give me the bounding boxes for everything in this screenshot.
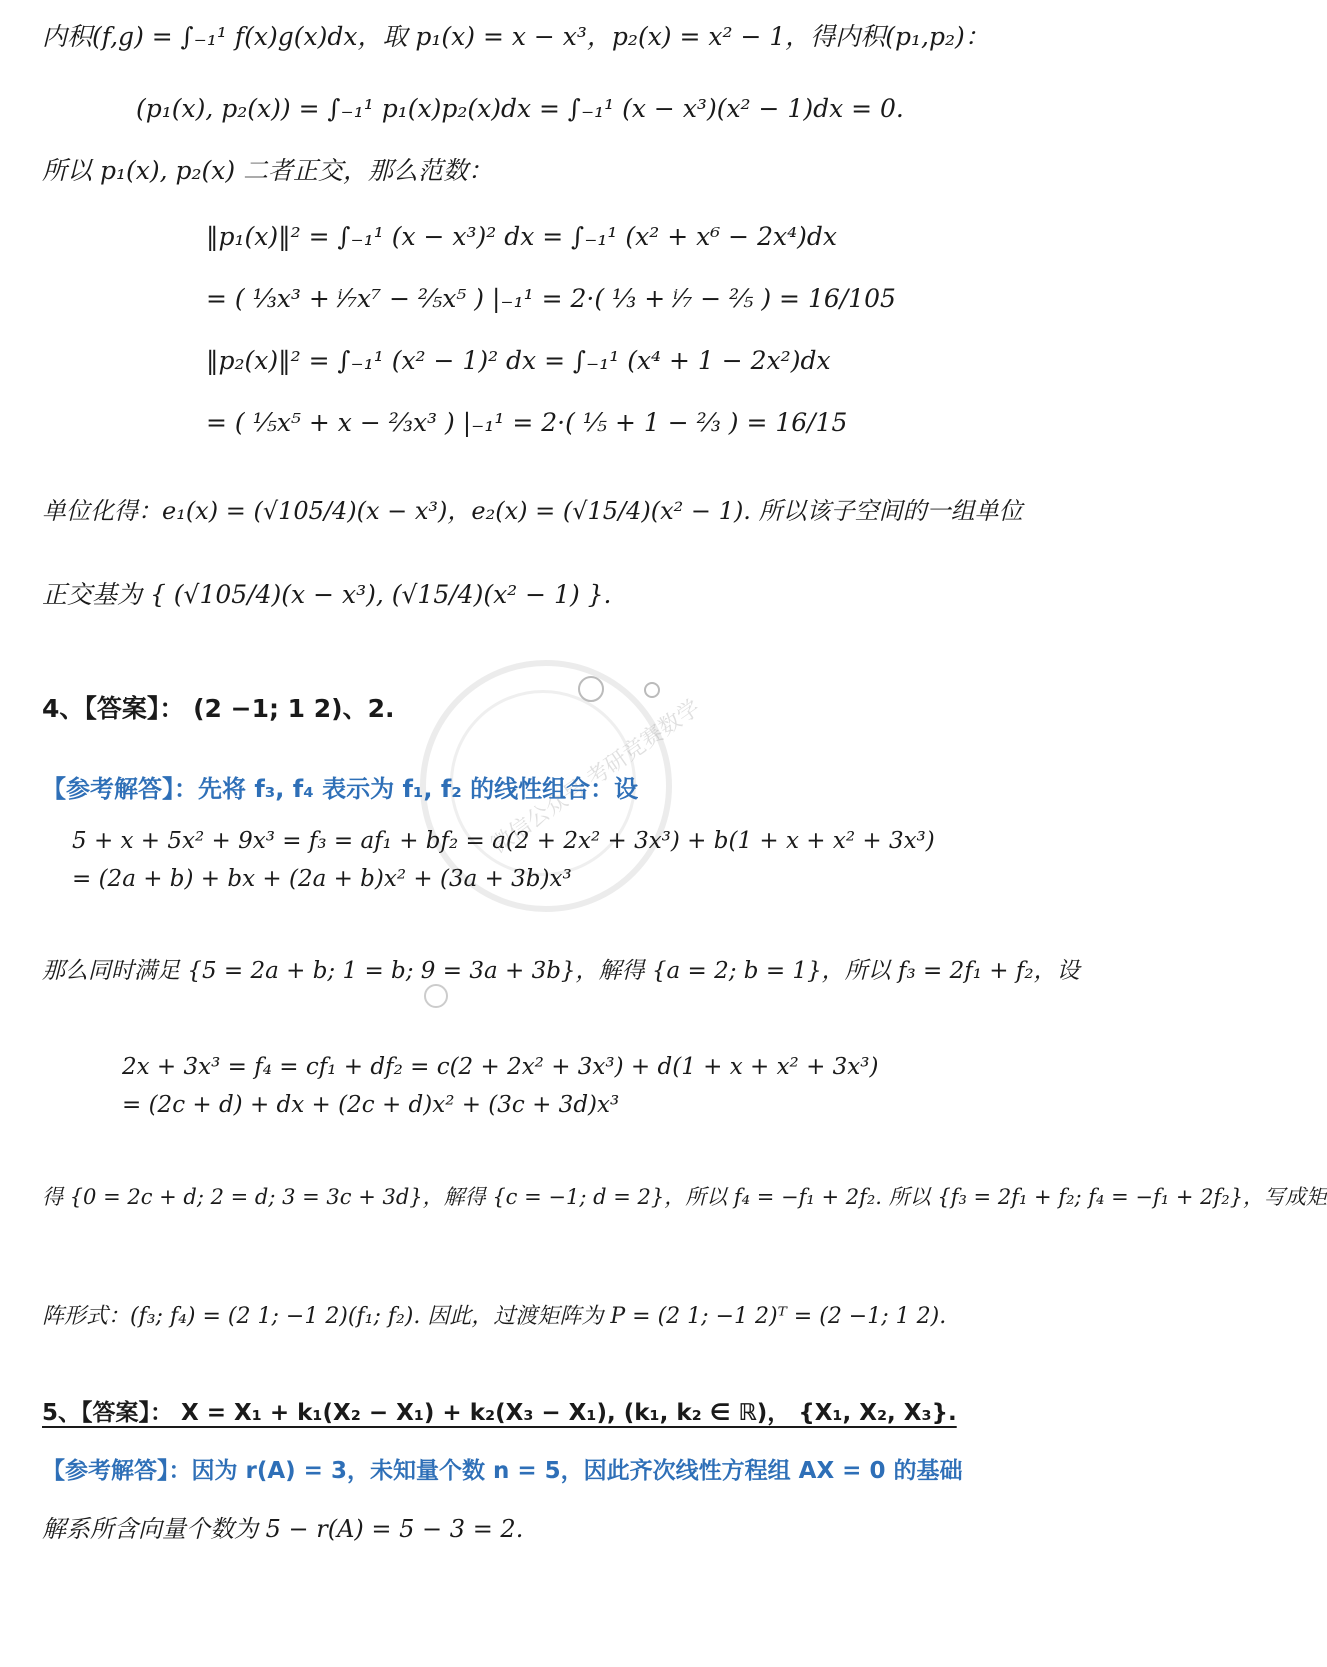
answer-4 [42, 692, 394, 726]
line-norm-p2-eval: = ( ⅕x⁵ + x − ⅔x³ ) |₋₁¹ = 2·( ⅕ + 1 − ⅔ ) = 16/15 [206, 408, 848, 437]
line-f3-expansion: 5 + x + 5x² + 9x³ = f₃ = af₁ + bf₂ = a(2 + 2x² + 3x³) + b(1 + x + x² + 3x³) [72, 828, 935, 854]
line-orthogonal-norm: 所以 p₁(x), p₂(x) 二者正交，那么范数： [42, 156, 494, 185]
line-system-ab: 那么同时满足 {5 = 2a + b; 1 = b; 9 = 3a + 3b}，解得 {a = 2; b = 1}，所以 f₃ = 2f₁ + f₂，设 [42, 958, 1080, 984]
decor-circle-small [644, 682, 660, 698]
line-inner-product-eval: (p₁(x), p₂(x)) = ∫₋₁¹ p₁(x)p₂(x)dx = ∫₋₁¹ (x − x³)(x² − 1)dx = 0. [136, 94, 904, 123]
solution-4-label: 【参考解答】：先将 f₃, f₄ 表示为 f₁, f₂ 的线性组合：设 [42, 775, 639, 803]
line-f4-collect: = (2c + d) + dx + (2c + d)x² + (3c + 3d)x³ [122, 1092, 620, 1118]
line-norm-p2: ‖p₂(x)‖² = ∫₋₁¹ (x² − 1)² dx = ∫₋₁¹ (x⁴ + 1 − 2x²)dx [206, 346, 831, 375]
solution-5-intro [42, 1454, 962, 1488]
line-transition-matrix: 阵形式：(f₃; f₄) = (2 1; −1 2)(f₁; f₂). 因此，过渡矩阵为 P = (2 1; −1 2)ᵀ = (2 −1; 1 2). [42, 1304, 947, 1329]
line-inner-product-def: 内积(f,g) = ∫₋₁¹ f(x)g(x)dx，取 p₁(x) = x − x³，p₂(x) = x² − 1，得内积(p₁,p₂)： [42, 22, 990, 51]
watermark-text: 微信公众号 考研竞赛数学 [486, 695, 705, 859]
line-orthonormal-basis: 正交基为 { (√105/4)(x − x³), (√15/4)(x² − 1) }. [42, 580, 612, 609]
solution-4-intro [42, 772, 638, 806]
line-f4-expansion: 2x + 3x³ = f₄ = cf₁ + df₂ = c(2 + 2x² + 3x³) + d(1 + x + x² + 3x³) [122, 1054, 879, 1080]
line-unitization: 单位化得：e₁(x) = (√105/4)(x − x³)，e₂(x) = (√15/4)(x² − 1). 所以该子空间的一组单位 [42, 497, 1023, 525]
line-system-cd: 得 {0 = 2c + d; 2 = d; 3 = 3c + 3d}，解得 {c = −1; d = 2}，所以 f₄ = −f₁ + 2f₂. 所以 {f₃ = 2f₁ + f₂; f₄ = −f₁ + 2f₂}，写成矩 [42, 1185, 1327, 1209]
line-norm-p1-eval: = ( ⅓x³ + ⁱ⁄₇x⁷ − ⅖x⁵ ) |₋₁¹ = 2·( ⅓ + ⁱ⁄₇ − ⅖ ) = 16/105 [206, 284, 896, 313]
answer-5 [42, 1396, 957, 1430]
decor-circle-large [578, 676, 604, 702]
line-norm-p1: ‖p₁(x)‖² = ∫₋₁¹ (x − x³)² dx = ∫₋₁¹ (x² + x⁶ − 2x⁴)dx [206, 222, 837, 251]
line-solution-count: 解系所含向量个数为 5 − r(A) = 5 − 3 = 2. [42, 1515, 524, 1543]
answer-5-text: 5、【答案】： X = X₁ + k₁(X₂ − X₁) + k₂(X₃ − X₁), (k₁, k₂ ∈ ℝ)， {X₁, X₂, X₃}. [42, 1400, 957, 1426]
answer-4-text: 4、【答案】： (2 −1; 1 2)、2. [42, 694, 395, 723]
solution-5-label: 【参考解答】：因为 r(A) = 3，未知量个数 n = 5，因此齐次线性方程组 AX = 0 的基础 [42, 1458, 963, 1484]
line-f3-collect: = (2a + b) + bx + (2a + b)x² + (3a + 3b)x³ [72, 866, 572, 892]
